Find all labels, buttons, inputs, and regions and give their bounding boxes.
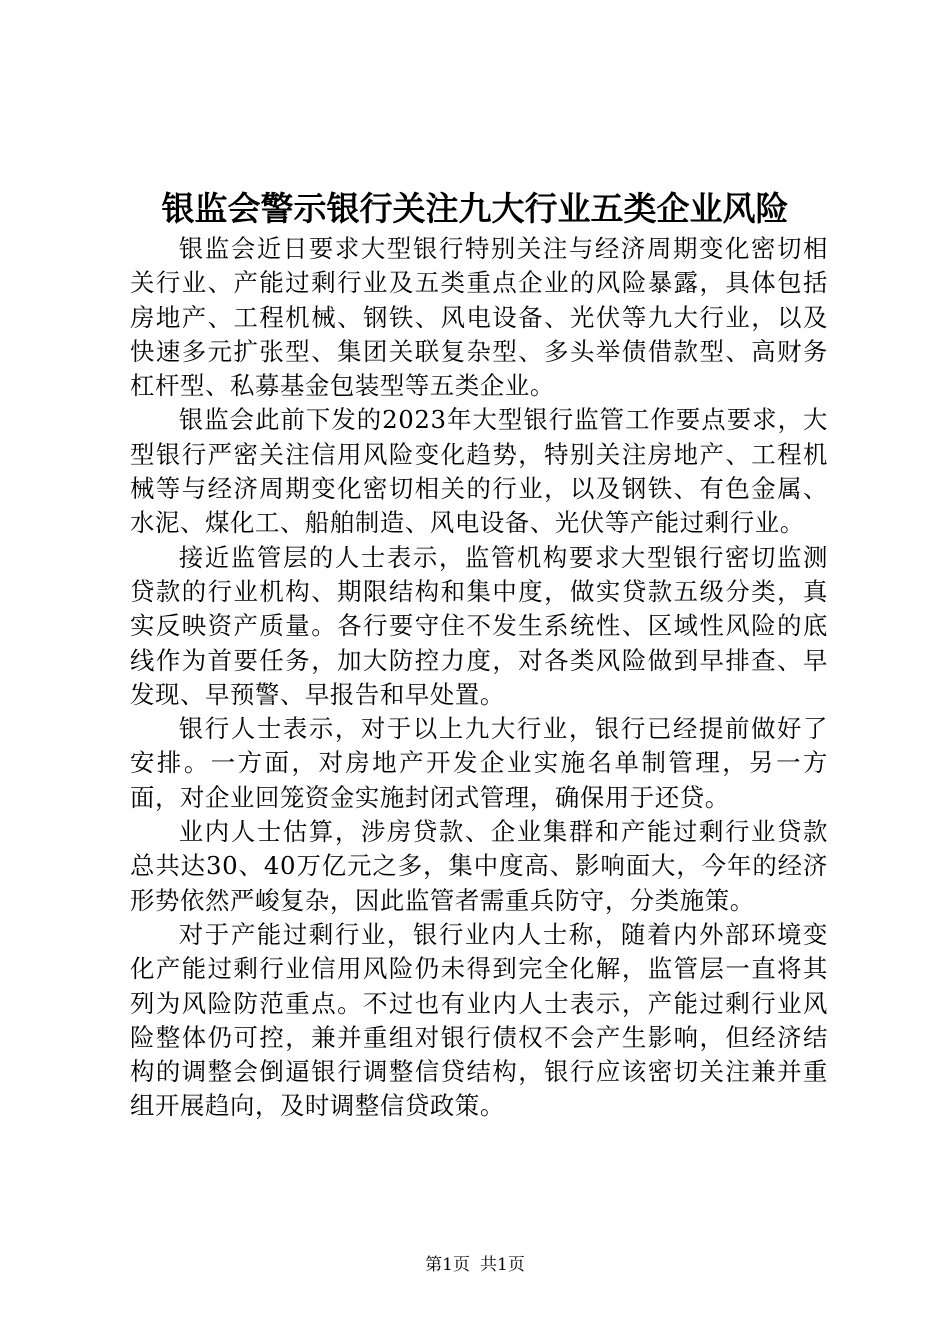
paragraph-6: 对于产能过剩行业，银行业内人士称，随着内外部环境变化产能过剩行业信用风险仍未得到完全化解，监管层一直将其列为风险防范重点。不过也有业内人士表示，产能过剩行业风险整体仍可控，兼并重组对银行债权不会产生影响，但经济结构的调整会倒逼银行调整信贷结构，银行应该密切关注兼并重组开展趋向，及时调整信贷政策。 <box>130 919 828 1121</box>
article-body <box>130 232 828 1124</box>
paragraph-3: 接近监管层的人士表示，监管机构要求大型银行密切监测贷款的行业机构、期限结构和集中度，做实贷款五级分类，真实反映资产质量。各行要守住不发生系统性、区域性风险的底线作为首要任务，加大防控力度，对各类风险做到早排查、早发现、早预警、早报告和早处置。 <box>130 542 828 709</box>
page-title: 银监会警示银行关注九大行业五类企业风险 <box>161 189 789 228</box>
paragraph-1: 银监会近日要求大型银行特别关注与经济周期变化密切相关行业、产能过剩行业及五类重点企业的风险暴露，具体包括房地产、工程机械、钢铁、风电设备、光伏等九大行业，以及快速多元扩张型、集团关联复杂型、多头举债借款型、高财务杠杆型、私募基金包装型等五类企业。 <box>130 234 828 401</box>
page-footer <box>0 1254 950 1276</box>
page-number: 第1页 <box>425 1255 470 1275</box>
page-total: 共1页 <box>480 1255 525 1275</box>
paragraph-4: 银行人士表示，对于以上九大行业，银行已经提前做好了安排。一方面，对房地产开发企业实施名单制管理，另一方面，对企业回笼资金实施封闭式管理，确保用于还贷。 <box>130 714 828 812</box>
paragraph-5: 业内人士估算，涉房贷款、企业集群和产能过剩行业贷款总共达30、40万亿元之多，集中度高、影响面大，今年的经济形势依然严峻复杂，因此监管者需重兵防守，分类施策。 <box>130 817 828 915</box>
paragraph-2: 银监会此前下发的2023年大型银行监管工作要点要求，大型银行严密关注信用风险变化趋势，特别关注房地产、工程机械等与经济周期变化密切相关的行业，以及钢铁、有色金属、水泥、煤化工、船舶制造、风电设备、光伏等产能过剩行业。 <box>130 405 828 538</box>
